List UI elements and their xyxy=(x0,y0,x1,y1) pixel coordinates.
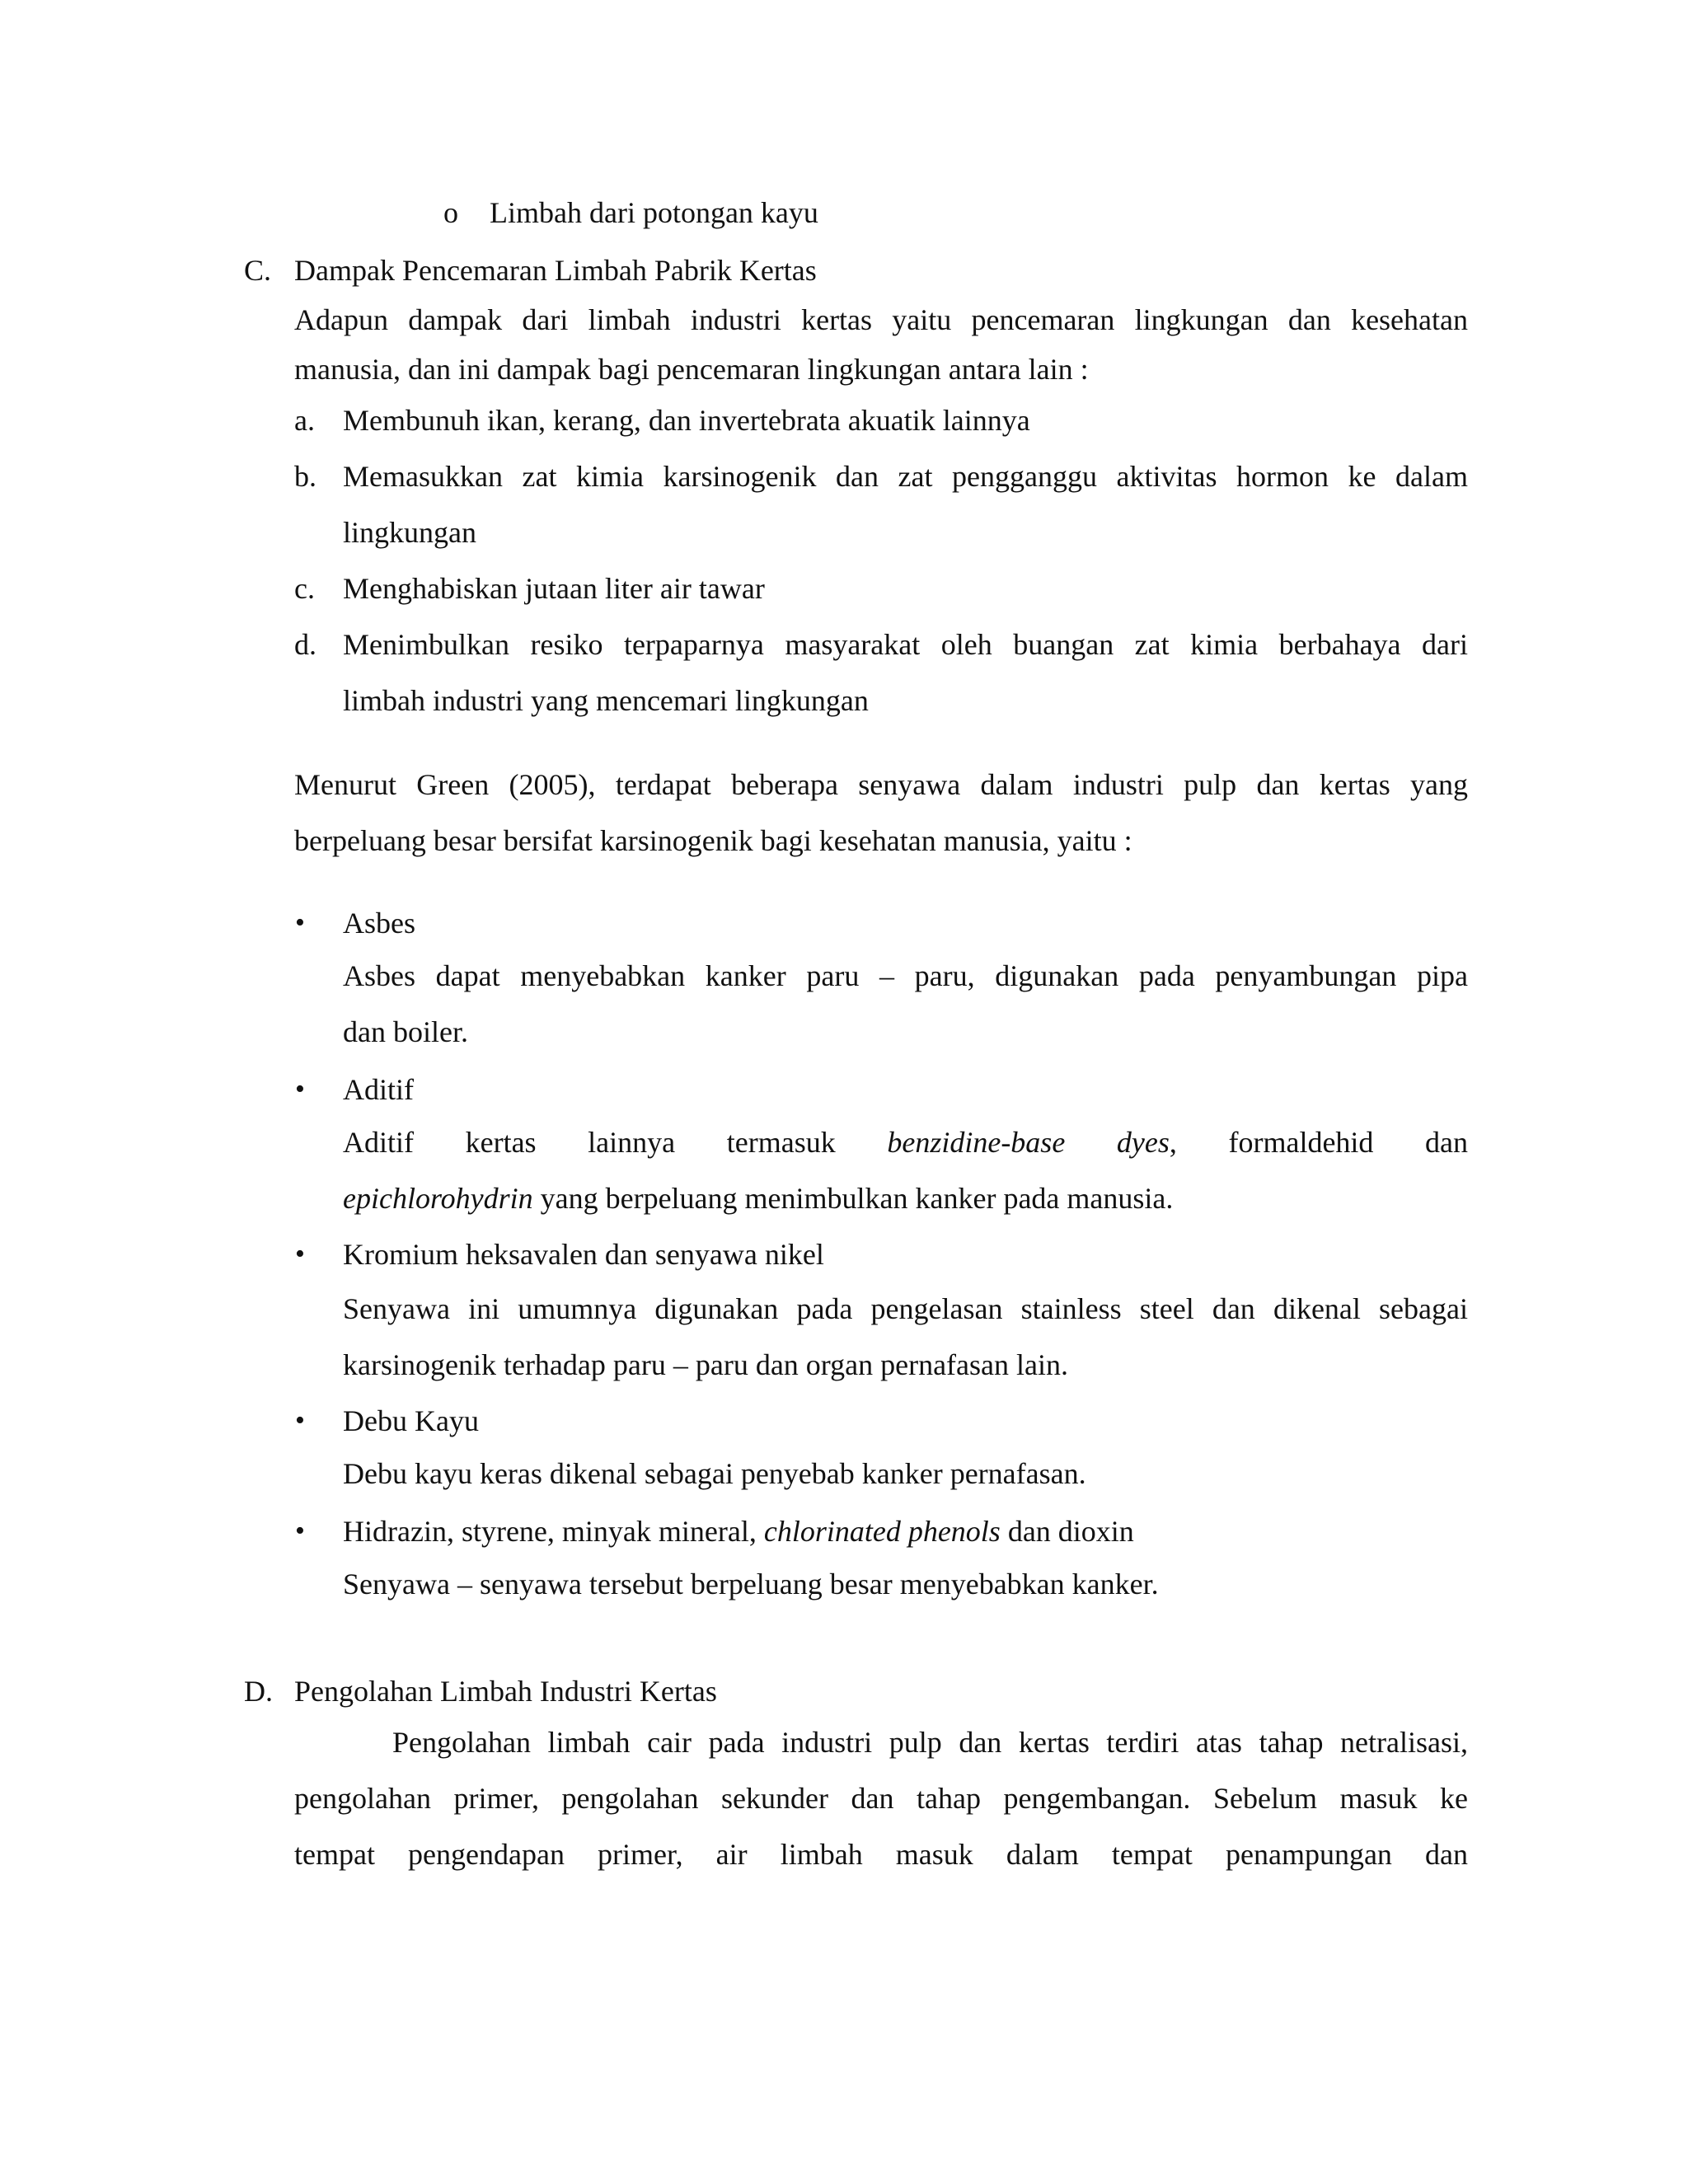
section-d-marker: D. xyxy=(244,1675,273,1708)
bullet-title-aditif: Aditif xyxy=(343,1073,414,1106)
bullet-icon: • xyxy=(295,1516,305,1546)
bullet-icon: • xyxy=(295,1405,305,1436)
section-d-line-2: pengolahan primer, pengolahan sekunder dan tahap pengembangan. Sebelum masuk ke xyxy=(294,1782,1468,1815)
aditif-line2-italic: epichlorohydrin xyxy=(343,1182,533,1215)
list-item-d-line-1: Menimbulkan resiko terpaparnya masyarakat oleh buangan zat kimia berbahaya dari xyxy=(343,628,1468,661)
section-c-heading: Dampak Pencemaran Limbah Pabrik Kertas xyxy=(294,254,817,287)
section-d-line-3: tempat pengendapan primer, air limbah masuk dalam tempat penampungan dan xyxy=(294,1838,1468,1871)
kromium-desc-line-1: Senyawa ini umumnya digunakan pada pengelasan stainless steel dan dikenal sebagai xyxy=(343,1292,1468,1325)
green-paragraph-line-1: Menurut Green (2005), terdapat beberapa senyawa dalam industri pulp dan kertas yang xyxy=(294,768,1468,801)
list-item-text: Limbah dari potongan kayu xyxy=(490,196,818,229)
hidrazin-desc-line-1: Senyawa – senyawa tersebut berpeluang besar menyebabkan kanker. xyxy=(343,1568,1159,1601)
kromium-desc-line-2: karsinogenik terhadap paru – paru dan organ pernafasan lain. xyxy=(343,1348,1068,1381)
list-item-d-line-2: limbah industri yang mencemari lingkungan xyxy=(343,684,869,717)
section-d-heading: Pengolahan Limbah Industri Kertas xyxy=(294,1675,717,1708)
section-c-marker: C. xyxy=(244,254,272,287)
green-paragraph-line-2: berpeluang besar bersifat karsinogenik bagi kesehatan manusia, yaitu : xyxy=(294,824,1132,857)
list-marker-d: d. xyxy=(294,628,316,661)
bullet-title-kromium: Kromium heksavalen dan senyawa nikel xyxy=(343,1238,824,1271)
list-marker-a: a. xyxy=(294,404,315,437)
list-marker-o: o xyxy=(443,196,458,229)
section-d-line-1: Pengolahan limbah cair pada industri pulp dan kertas terdiri atas tahap netralisasi, xyxy=(392,1726,1468,1759)
debu-desc-line-1: Debu kayu keras dikenal sebagai penyebab kanker pernafasan. xyxy=(343,1457,1086,1490)
bullet-icon: • xyxy=(295,1074,305,1104)
aditif-line1-text: Aditif kertas lainnya termasuk xyxy=(343,1126,836,1159)
list-marker-b: b. xyxy=(294,460,316,493)
aditif-line2-rest: yang berpeluang menimbulkan kanker pada manusia. xyxy=(532,1182,1174,1215)
bullet-title-asbes: Asbes xyxy=(343,907,415,940)
intro-line-2: manusia, dan ini dampak bagi pencemaran lingkungan antara lain : xyxy=(294,353,1089,386)
list-marker-c: c. xyxy=(294,572,315,605)
bullet-icon: • xyxy=(295,907,305,938)
asbes-desc-line-2: dan boiler. xyxy=(343,1015,468,1048)
list-item-a: Membunuh ikan, kerang, dan invertebrata akuatik lainnya xyxy=(343,404,1030,437)
hidrazin-title-text: Hidrazin, styrene, minyak mineral, xyxy=(343,1515,764,1548)
aditif-line1-italic: benzidine-base dyes xyxy=(887,1126,1170,1159)
list-item-b-line-1: Memasukkan zat kimia karsinogenik dan zat pengganggu aktivitas hormon ke dalam xyxy=(343,460,1468,493)
bullet-title-hidrazin xyxy=(343,1511,1134,1551)
intro-line-1: Adapun dampak dari limbah industri kertas yaitu pencemaran lingkungan dan kesehatan xyxy=(294,303,1468,336)
aditif-desc-line-2 xyxy=(343,1179,1173,1218)
aditif-line1-tail: , formaldehid dan xyxy=(1169,1126,1469,1159)
hidrazin-title-italic: chlorinated phenols xyxy=(763,1515,1001,1548)
aditif-desc-line-1 xyxy=(343,1122,1468,1162)
list-item-b-line-2: lingkungan xyxy=(343,516,476,549)
asbes-desc-line-1: Asbes dapat menyebabkan kanker paru – paru, digunakan pada penyambungan pipa xyxy=(343,959,1468,992)
hidrazin-title-tail: dan dioxin xyxy=(1000,1515,1134,1548)
bullet-title-debu: Debu Kayu xyxy=(343,1404,479,1437)
list-item-c: Menghabiskan jutaan liter air tawar xyxy=(343,572,765,605)
bullet-icon: • xyxy=(295,1239,305,1269)
